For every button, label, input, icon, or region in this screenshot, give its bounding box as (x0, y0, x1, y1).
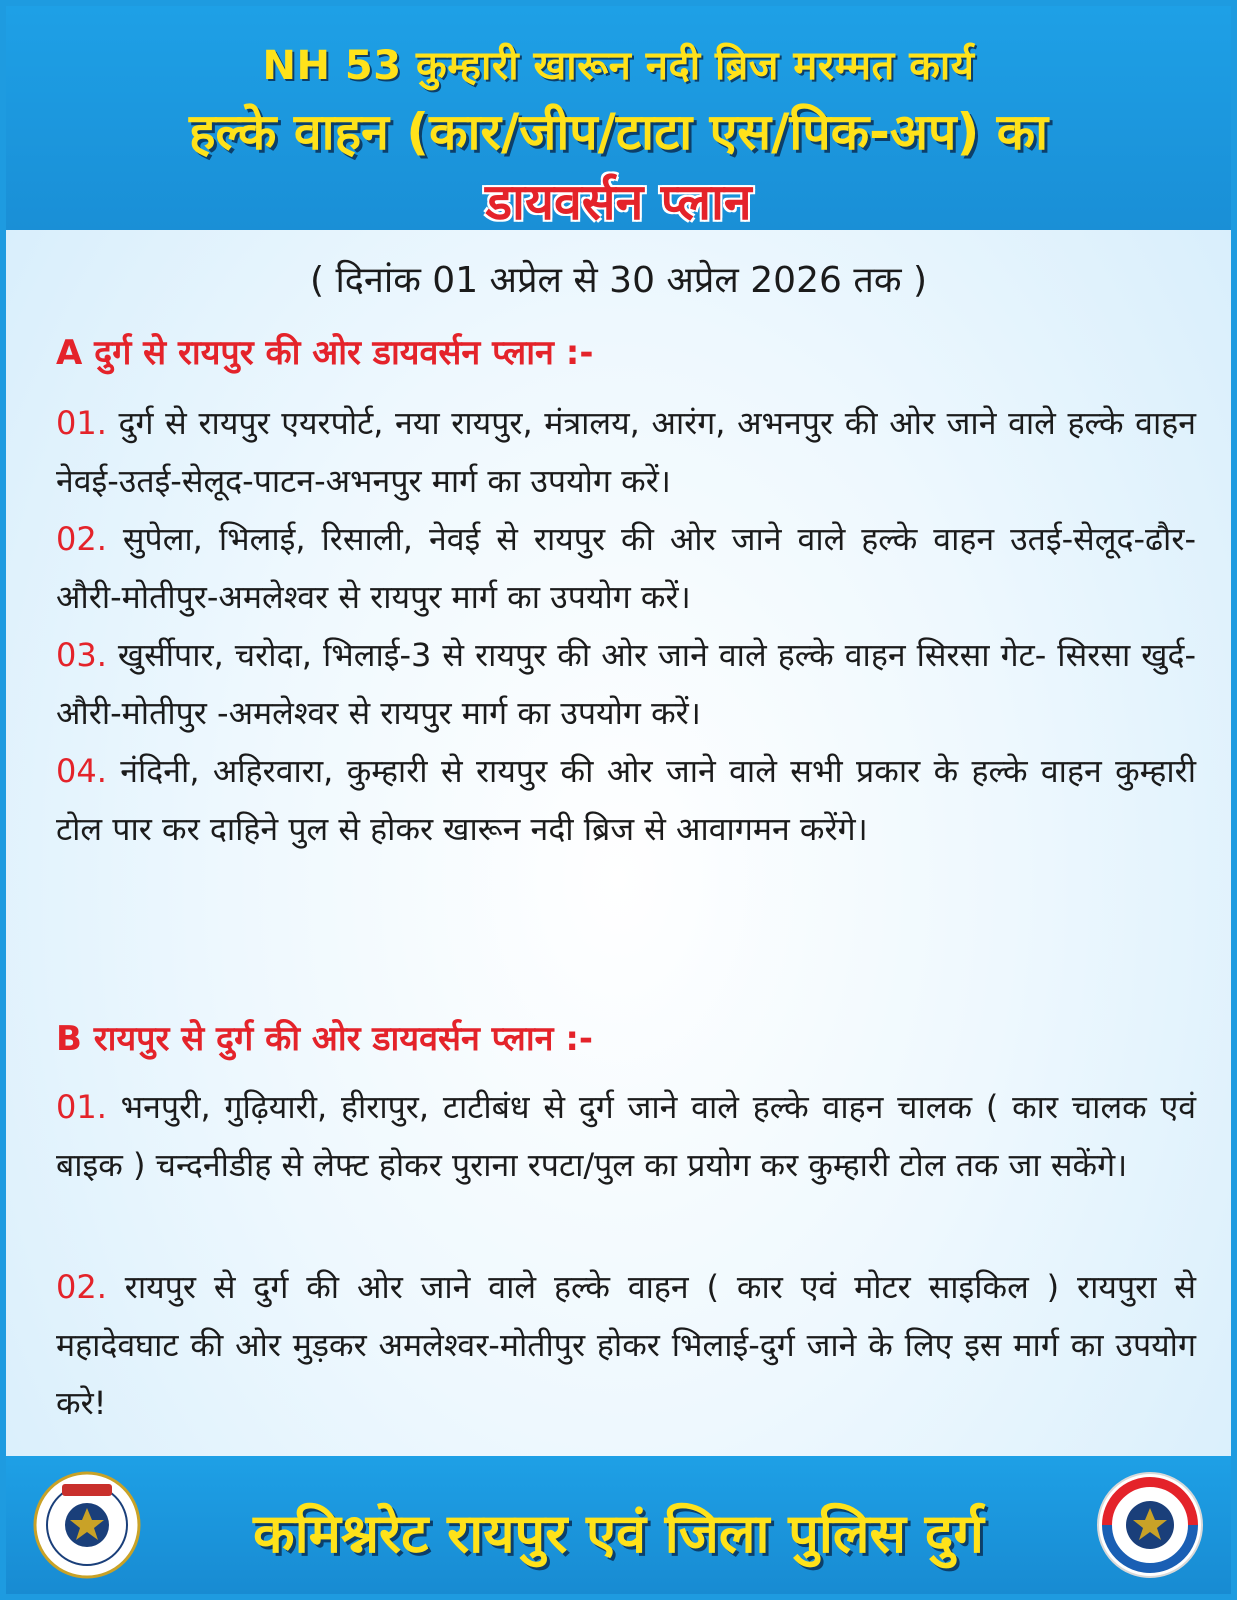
headline-vehicles: हल्के वाहन (कार/जीप/टाटा एस/पिक-अप) का (188, 103, 1049, 161)
section-b-item-1 (56, 1078, 1196, 1194)
item-text: रायपुर से दुर्ग की ओर जाने वाले हल्के वाहन ( कार एवं मोटर साइकिल ) रायपुरा से महादेवघाट की ओर मुड़कर अमलेश्वर-मोतीपुर होकर भिलाई-दुर्ग जाने के लिए इस मार्ग का उपयोग करे! (56, 1268, 1196, 1422)
item-text: सुपेला, भिलाई, रिसाली, नेवई से रायपुर की ओर जाने वाले हल्के वाहन उतई-सेलूद-ढौर- औरी-मोतीपुर-अमलेश्वर से रायपुर मार्ग का उपयोग करें। (56, 520, 1196, 616)
date-range: ( दिनांक 01 अप्रेल से 30 अप्रेल 2026 तक ) (309, 260, 927, 301)
headline-project: NH 53 कुम्हारी खारून नदी ब्रिज मरम्मत कार्य (262, 43, 975, 89)
police-emblem-icon (32, 1470, 142, 1580)
section-b-item-2 (56, 1258, 1196, 1432)
item-number: 04. (56, 752, 107, 790)
item-number: 01. (56, 404, 107, 442)
item-text: दुर्ग से रायपुर एयरपोर्ट, नया रायपुर, मंत्रालय, आरंग, अभनपुर की ओर जाने वाले हल्के वाहन नेवई-उतई-सेलूद-पाटन-अभनपुर मार्ग का उपयोग करें। (56, 404, 1196, 500)
police-emblem-icon (1095, 1470, 1205, 1580)
section-b-title: B रायपुर से दुर्ग की ओर डायवर्सन प्लान :- (56, 1019, 594, 1059)
header-banner (6, 6, 1231, 230)
item-number: 02. (56, 1268, 107, 1306)
section-a-item-1 (56, 394, 1196, 510)
footer-title: कमिश्नरेट रायपुर एवं जिला पुलिस दुर्ग (253, 1502, 984, 1565)
item-text: खुर्सीपार, चरोदा, भिलाई-3 से रायपुर की ओर जाने वाले हल्के वाहन सिरसा गेट- सिरसा खुर्द-औरी-मोतीपुर -अमलेश्वर से रायपुर मार्ग का उपयोग करें। (56, 636, 1196, 732)
footer-banner (6, 1456, 1231, 1594)
item-text: नंदिनी, अहिरवारा, कुम्हारी से रायपुर की ओर जाने वाले सभी प्रकार के हल्के वाहन कुम्हारी टोल पार कर दाहिने पुल से होकर खारून नदी ब्रिज से आवागमन करेंगे। (56, 752, 1196, 848)
section-a-title: A दुर्ग से रायपुर की ओर डायवर्सन प्लान :- (56, 333, 594, 373)
item-number: 03. (56, 636, 107, 674)
section-a-item-2 (56, 510, 1196, 626)
item-text: भनपुरी, गुढ़ियारी, हीरापुर, टाटीबंध से दुर्ग जाने वाले हल्के वाहन चालक ( कार चालक एवं बाइक ) चन्दनीडीह से लेफ्ट होकर पुराना रपटा/पुल का प्रयोग कर कुम्हारी टोल तक जा सकेंगे। (56, 1088, 1196, 1184)
headline-diversion-plan: डायवर्सन प्लान (485, 173, 752, 231)
section-a-item-3 (56, 626, 1196, 742)
section-a-item-4 (56, 742, 1196, 858)
item-number: 02. (56, 520, 107, 558)
item-number: 01. (56, 1088, 107, 1126)
